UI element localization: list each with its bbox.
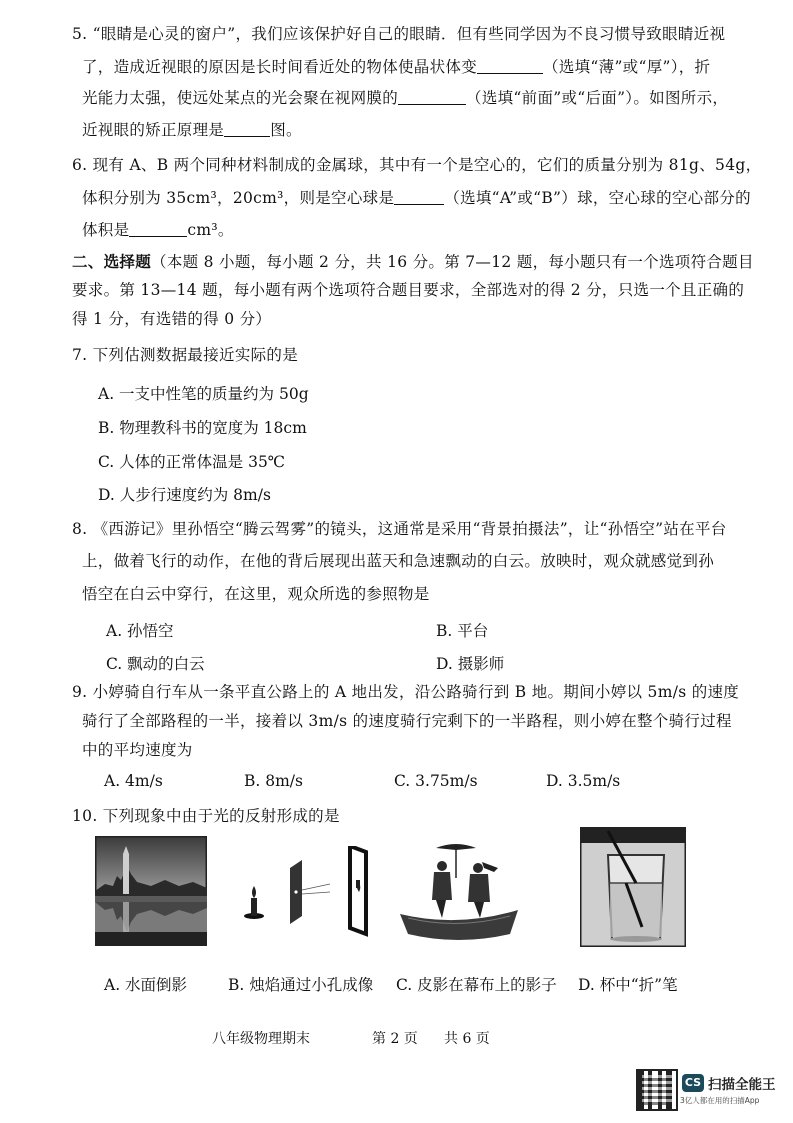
q6-blank-2[interactable]: [129, 220, 187, 237]
scanner-slogan: 3亿人都在用的扫描App: [680, 1096, 760, 1105]
q8-option-d[interactable]: D. 摄影师: [436, 655, 505, 673]
camscanner-logo: CS: [682, 1074, 704, 1092]
section2-line-1: [72, 252, 754, 272]
q10-caption-c[interactable]: C. 皮影在幕布上的影子: [396, 976, 557, 994]
q5-blank-2[interactable]: [398, 88, 466, 105]
q8-line-1: 8. 《西游记》里孙悟空“腾云驾雾”的镜头，这通常是采用“背景拍摄法”，让“孙悟空”站在平台: [72, 520, 727, 538]
q5-line-4: [82, 120, 745, 140]
q6-blank-1[interactable]: [394, 188, 444, 205]
bent-pencil-in-glass-photo: [580, 827, 686, 947]
q6-line-3: [82, 220, 745, 240]
q10-caption-b[interactable]: B. 烛焰通过小孔成像: [228, 976, 374, 994]
q5-blank-3[interactable]: [224, 120, 270, 137]
q10-caption-a[interactable]: A. 水面倒影: [104, 976, 188, 994]
q7-stem: 7. 下列估测数据最接近实际的是: [72, 346, 299, 364]
q10-stem: 10. 下列现象中由于光的反射形成的是: [72, 807, 340, 825]
q5-line-3: [82, 88, 745, 108]
footer-total-pages: 共 6 页: [444, 1031, 490, 1047]
q9-option-d[interactable]: D. 3.5m/s: [546, 772, 621, 790]
q6-line-1: 6. 现有 A、B 两个同种材料制成的金属球，其中有一个是空心的，它们的质量分别为 81g、54g，: [72, 156, 762, 174]
q5-line-1: 5. “眼睛是心灵的窗户”，我们应该保护好自己的眼睛．但有些同学因为不良习惯导致眼睛近视: [72, 25, 726, 43]
q5-line-4-b: 图。: [270, 121, 302, 139]
q6-line-3-a: 体积是: [82, 221, 130, 239]
q9-option-c[interactable]: C. 3.75m/s: [394, 772, 478, 790]
q6-line-3-b: cm³。: [187, 221, 234, 239]
q7-option-d[interactable]: D. 人步行速度约为 8m/s: [98, 486, 271, 504]
water-reflection-photo: [95, 836, 207, 946]
q9-option-a[interactable]: A. 4m/s: [104, 772, 163, 790]
q9-option-b[interactable]: B. 8m/s: [244, 772, 303, 790]
footer-subject: 八年级物理期末: [212, 1031, 310, 1047]
section2-heading: 二、选择题: [72, 252, 152, 271]
shadow-puppet-image: [398, 838, 520, 948]
q7-option-a[interactable]: A. 一支中性笔的质量约为 50g: [98, 385, 309, 403]
q8-option-b[interactable]: B. 平台: [436, 622, 489, 640]
section2-desc-1: （本题 8 小题，每小题 2 分，共 16 分。第 7—12 题，每小题只有一个选项符合题目: [151, 253, 754, 271]
q6-line-2-b: （选填“A”或“B”）球，空心球的空心部分的: [444, 189, 751, 207]
q6-line-2-a: 体积分别为 35cm³，20cm³，则是空心球是: [82, 189, 395, 207]
qr-code-icon: [636, 1069, 678, 1111]
q5-blank-1[interactable]: [477, 57, 543, 74]
section2-line-2: 要求。第 13—14 题，每小题有两个选项符合题目要求，全部选对的得 2 分，只选一个且正确的: [72, 281, 745, 299]
scanner-app-name: 扫描全能王: [708, 1077, 776, 1093]
q5-line-2: [82, 57, 745, 77]
pinhole-imaging-diagram: [240, 846, 376, 942]
q9-line-2: 骑行了全部路程的一半，接着以 3m/s 的速度骑行完剩下的一半路程，则小婷在整个骑行过程: [82, 712, 732, 730]
footer-page-number: 第 2 页: [372, 1031, 418, 1047]
q6-line-2: [82, 188, 751, 208]
q8-option-c[interactable]: C. 飘动的白云: [106, 655, 205, 673]
q5-line-3-b: （选填“前面”或“后面”）。如图所示，: [466, 89, 729, 107]
q10-caption-d[interactable]: D. 杯中“折”笔: [578, 976, 678, 994]
q7-option-c[interactable]: C. 人体的正常体温是 35℃: [98, 453, 286, 471]
section2-line-3: 得 1 分，有选错的得 0 分）: [72, 310, 272, 328]
q8-option-a[interactable]: A. 孙悟空: [106, 622, 174, 640]
q5-line-3-a: 光能力太强，使远处某点的光会聚在视网膜的: [82, 89, 399, 107]
q5-line-4-a: 近视眼的矫正原理是: [82, 121, 225, 139]
q8-line-2: 上，做着飞行的动作，在他的背后展现出蓝天和急速飘动的白云。放映时，观众就感觉到孙: [82, 552, 715, 570]
q5-line-2-b: （选填“薄”或“厚”），折: [543, 58, 711, 76]
q8-line-3: 悟空在白云中穿行，在这里，观众所选的参照物是: [82, 585, 430, 603]
q9-line-3: 中的平均速度为: [82, 741, 193, 759]
q9-line-1: 9. 小婷骑自行车从一条平直公路上的 A 地出发，沿公路骑行到 B 地。期间小婷以 5m/s 的速度: [72, 683, 740, 701]
q5-line-2-a: 了，造成近视眼的原因是长时间看近处的物体使晶状体变: [82, 58, 478, 76]
q7-option-b[interactable]: B. 物理教科书的宽度为 18cm: [98, 419, 307, 437]
